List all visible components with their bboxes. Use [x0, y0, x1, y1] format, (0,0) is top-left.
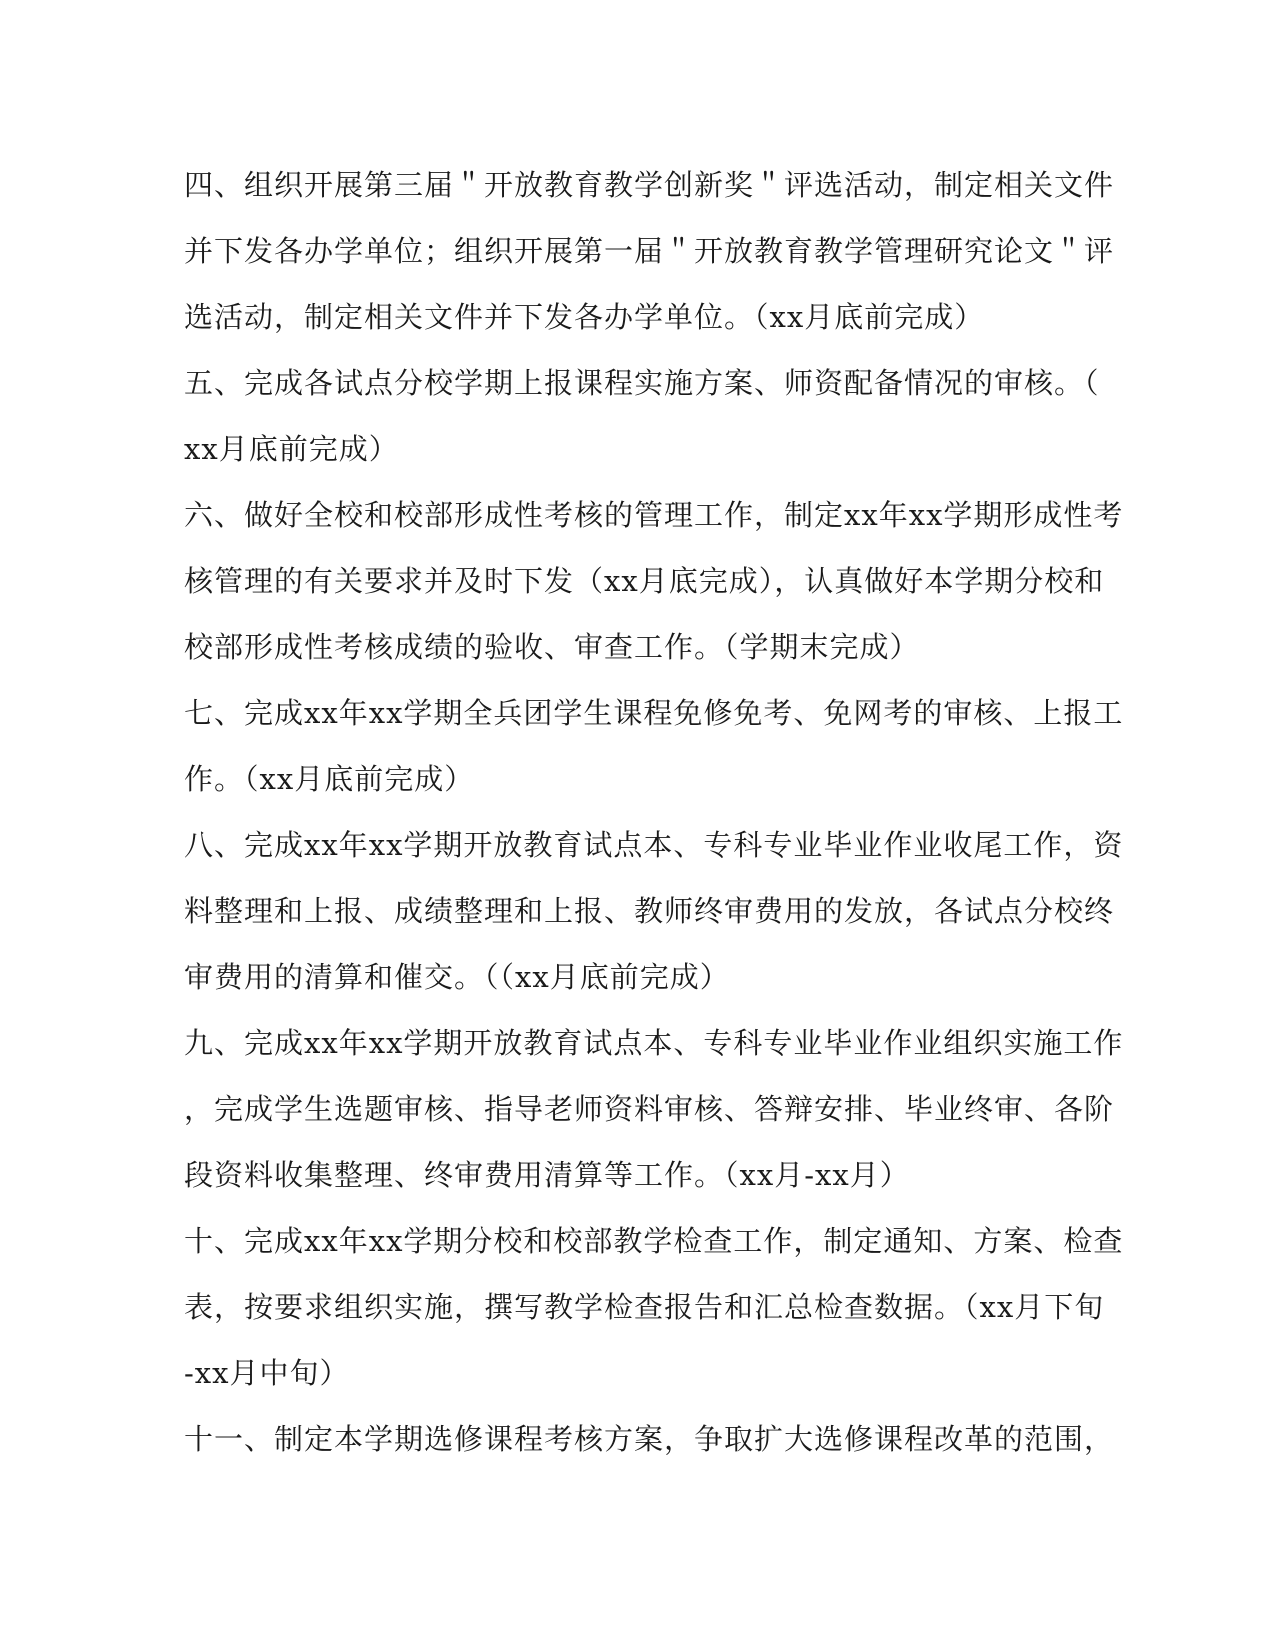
text-line: 段资料收集整理、终审费用清算等工作。（xx月-xx月） — [184, 1158, 910, 1192]
text-line: 选活动，制定相关文件并下发各办学单位。（xx月底前完成） — [184, 300, 985, 334]
text-line: 四、组织开展第三届＂开放教育教学创新奖＂评选活动，制定相关文件 — [184, 168, 1115, 202]
text-line: 五、完成各试点分校学期上报课程实施方案、师资配备情况的审核。（ — [184, 366, 1100, 400]
text-line: -xx月中旬） — [184, 1356, 350, 1390]
text-line: xx月底前完成） — [184, 432, 399, 466]
text-line: 九、完成xx年xx学期开放教育试点本、专科专业毕业作业组织实施工作 — [184, 1026, 1124, 1060]
text-line: 并下发各办学单位；组织开展第一届＂开放教育教学管理研究论文＂评 — [184, 234, 1115, 268]
text-line: 八、完成xx年xx学期开放教育试点本、专科专业毕业作业收尾工作，资 — [184, 828, 1124, 862]
text-line: 料整理和上报、成绩整理和上报、教师终审费用的发放，各试点分校终 — [184, 894, 1115, 928]
text-line: 核管理的有关要求并及时下发（xx月底完成），认真做好本学期分校和 — [184, 564, 1105, 598]
document-body — [184, 152, 1124, 1472]
text-line: 表，按要求组织实施，撰写教学检查报告和汇总检查数据。（xx月下旬 — [184, 1290, 1105, 1324]
text-line: 审费用的清算和催交。（（xx月底前完成） — [184, 960, 730, 994]
text-line: 七、完成xx年xx学期全兵团学生课程免修免考、免网考的审核、上报工 — [184, 696, 1124, 730]
text-line: ，完成学生选题审核、指导老师资料审核、答辩安排、毕业终审、各阶 — [184, 1092, 1115, 1126]
text-line: 作。（xx月底前完成） — [184, 762, 475, 796]
text-line: 六、做好全校和校部形成性考核的管理工作，制定xx年xx学期形成性考 — [184, 498, 1124, 532]
text-line: 十、完成xx年xx学期分校和校部教学检查工作，制定通知、方案、检查 — [184, 1224, 1124, 1258]
text-line: 十一、制定本学期选修课程考核方案，争取扩大选修课程改革的范围， — [184, 1422, 1115, 1456]
text-line: 校部形成性考核成绩的验收、审查工作。（学期末完成） — [184, 630, 920, 664]
